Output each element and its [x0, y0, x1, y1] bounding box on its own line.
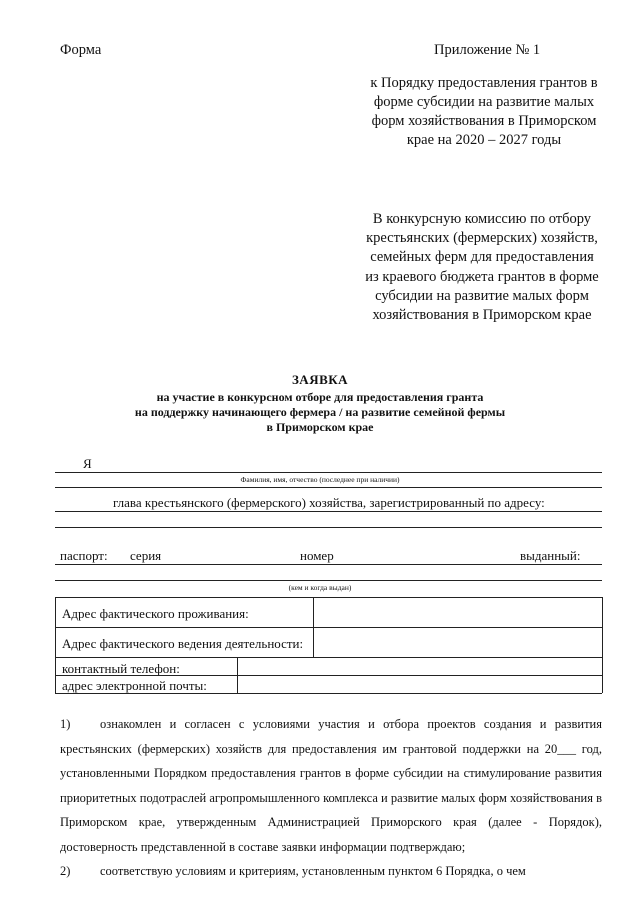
head-line-label: глава крестьянского (фермерского) хозяйства, зарегистрированный по адресу: — [113, 495, 545, 510]
form-label: Форма — [60, 42, 102, 58]
issued-caption: (кем и когда выдан) — [288, 583, 352, 592]
table-right-border — [602, 597, 603, 693]
email-label: адрес электронной почты: — [62, 678, 207, 693]
paragraph-1 — [60, 712, 602, 859]
paragraph-number: 1) — [60, 717, 71, 731]
document-subtitle — [100, 390, 540, 435]
passport-issued-label: выданный: — [520, 548, 581, 563]
paragraph-text: ознакомлен и согласен с условиями участия и отбора проектов создания и развития крестьянских (фермерских) хозяйств для предоставления им грантовой поддержки на 20___ год, установленными Порядком предоставления грантов в форме субсидии на стимулирование развития приоритетных подотраслей агропромышленного комплекса и развитие малых форм хозяйствования в Приморском крае, утвержденным Администрацией Приморского края (далее - Порядок), достоверность представленной в составе заявки информации подтверждаю; — [60, 717, 602, 854]
actual-address-field[interactable] — [314, 598, 601, 626]
table-left-border — [55, 597, 56, 693]
subtitle-line: на участие в конкурсном отборе для предоставления гранта — [156, 390, 484, 404]
passport-label: паспорт: — [60, 548, 108, 563]
address-line-1[interactable] — [55, 511, 602, 512]
name-caption-line — [55, 487, 602, 488]
subtitle-line: в Приморском крае — [266, 420, 374, 434]
appendix-number: Приложение № 1 — [434, 42, 541, 58]
phone-label: контактный телефон: — [62, 661, 180, 676]
paragraph-2 — [60, 859, 602, 884]
document-title: ЗАЯВКА — [291, 372, 349, 387]
appendix-description: к Порядку предоставления грантов в форме субсидии на развитие малых форм хозяйствования в Приморском крае на 2020 – 2027 годы — [370, 75, 598, 148]
phone-field[interactable] — [238, 658, 601, 674]
name-field-line[interactable] — [55, 472, 602, 473]
passport-number-label: номер — [300, 548, 334, 563]
table-bottom-line — [55, 693, 602, 694]
passport-line[interactable] — [55, 564, 602, 565]
subtitle-line: на поддержку начинающего фермера / на развитие семейной фермы — [134, 405, 506, 419]
activity-address-field[interactable] — [314, 628, 601, 656]
issued-line[interactable] — [55, 580, 602, 581]
email-field[interactable] — [238, 676, 601, 692]
passport-series-label: серия — [130, 548, 162, 563]
activity-address-label: Адрес фактического ведения деятельности: — [62, 636, 304, 651]
body-text — [60, 712, 602, 884]
actual-address-label: Адрес фактического проживания: — [62, 606, 249, 621]
paragraph-number: 2) — [60, 864, 71, 878]
address-line-2[interactable] — [55, 527, 602, 528]
addressee-block: В конкурсную комиссию по отбору крестьянских (фермерских) хозяйств, семейных ферм для предоставления из краевого бюджета грантов в форме субсидии на развитие малых форм хозяйствования в Приморском крае — [365, 211, 599, 324]
i-label: Я — [83, 456, 92, 471]
paragraph-text: соответствую условиям и критериям, установленным пунктом 6 Порядка, о чем — [100, 864, 526, 878]
name-caption: Фамилия, имя, отчество (последнее при наличии) — [240, 475, 400, 484]
